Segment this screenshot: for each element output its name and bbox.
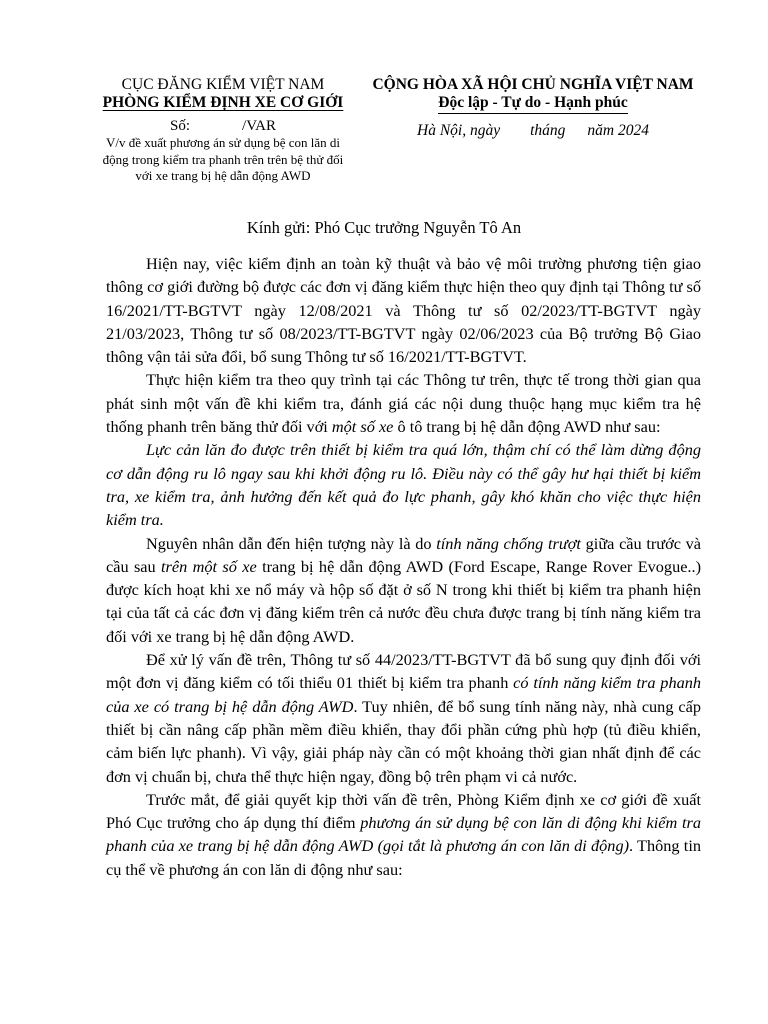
- paragraph-issue-text: Thực hiện kiểm tra theo quy trình tại các Thông tư trên, thực tế trong thời gian qua phát sinh một vấn đề khi kiểm tra, đánh giá các nội dung thuộc hạng mục kiểm tra hệ thống phanh trên băng thử đối với: [106, 370, 701, 437]
- agency-name: CỤC ĐĂNG KIỂM VIỆT NAM: [121, 76, 325, 93]
- issuer-block: [92, 76, 354, 185]
- paragraph-regulation: [106, 648, 701, 788]
- date-year: năm 2024: [587, 122, 649, 139]
- paragraph-issue-text-end: ô tô trang bị hệ dẫn động AWD như sau:: [393, 417, 661, 437]
- paragraph-proposal-text-end: . Thông tin cụ thể về phương án con lăn di động như sau:: [106, 836, 701, 879]
- paragraph-issue-emphasis: một số xe: [331, 417, 394, 437]
- department-name: [92, 94, 354, 112]
- paragraph-regulation-text: Để xử lý vấn đề trên, Thông tư số 44/2023/TT-BGTVT đã bổ sung quy định đối với một đơn vị đăng kiểm có tối thiểu 01 thiết bị kiểm tra phanh: [106, 650, 701, 693]
- national-motto: Độc lập - Tự do - Hạnh phúc: [438, 94, 627, 114]
- paragraph-cause: [106, 532, 701, 648]
- paragraph-symptom-text: Lực cản lăn đo được trên thiết bị kiểm tra quá lớn, thậm chí có thể làm dừng động cơ dẫn động ru lô ngay sau khi khởi động ru lô. Điều này có thể gây hư hại thiết bị kiểm tra, xe kiểm tra, ảnh hưởng đến kết quả đo lực phanh, gây khó khăn cho việc thực hiện kiểm tra.: [106, 440, 701, 530]
- paragraph-proposal-emphasis: phương án sử dụng bệ con lăn di động khi kiểm tra phanh của xe trang bị hệ dẫn động AWD (gọi tắt là phương án con lăn di động): [106, 813, 702, 856]
- paragraph-cause-text-2: giữa cầu trước và cầu sau: [106, 533, 702, 576]
- paragraph-cause-emphasis-1: tính năng chống trượt: [436, 533, 581, 553]
- document-subject: V/v đề xuất phương án sử dụng bệ con lăn di động trong kiểm tra phanh trên trên bệ thử đối với xe trang bị hệ dẫn động AWD: [102, 135, 344, 183]
- nation-title: CỘNG HÒA XÃ HỘI CHỦ NGHĨA VIỆT NAM: [372, 76, 694, 93]
- document-number: [92, 117, 354, 135]
- paragraph-proposal-text: Trước mắt, để giải quyết kịp thời vấn đề trên, Phòng Kiểm định xe cơ giới đề xuất Phó Cục trưởng cho áp dụng thí điểm: [106, 789, 701, 833]
- issue-date: [358, 122, 708, 140]
- date-month: tháng: [530, 122, 566, 139]
- document-number-label: Số:: [170, 118, 191, 134]
- paragraph-cause-emphasis-2: trên một số xe: [161, 556, 257, 576]
- paragraph-cause-text-3: trang bị hệ dẫn động AWD (Ford Escape, Range Rover Evogue..) được kích hoạt khi xe nổ máy và hộp số đặt ở số N trong khi thiết bị kiểm tra phanh hiện tại của tất cả các đơn vị đăng kiểm trên cả nước đều chưa được trang bị tính năng kiểm tra đối với xe trang bị hệ dẫn động AWD.: [106, 556, 701, 646]
- paragraph-proposal: [106, 788, 701, 881]
- department-name-text: PHÒNG KIỂM ĐỊNH XE CƠ GIỚI: [102, 94, 344, 111]
- date-city: Hà Nội, ngày: [417, 122, 501, 139]
- paragraph-cause-text: Nguyên nhân dẫn đến hiện tượng này là do: [146, 533, 437, 553]
- paragraph-regulation-text-end: . Tuy nhiên, để bổ sung tính năng này, nhà cung cấp thiết bị cần nâng cấp phần mềm điều khiển, thay đổi phần cứng phù hợp (tủ điều khiển, cảm biến lực phanh). Vì vậy, giải pháp này cần có một khoảng thời gian nhất định để các đơn vị chuẩn bị, chưa thể thực hiện ngay, đồng bộ trên phạm vi cả nước.: [106, 696, 701, 786]
- recipient-line: Kính gửi: Phó Cục trưởng Nguyễn Tô An: [246, 218, 522, 237]
- paragraph-regulation-emphasis: có tính năng kiểm tra phanh của xe có trang bị hệ dẫn động AWD: [106, 673, 702, 716]
- document-body: [106, 252, 701, 881]
- national-heading: [358, 76, 708, 140]
- paragraph-issue: [106, 368, 701, 438]
- paragraph-intro: Hiện nay, việc kiểm định an toàn kỹ thuật và bảo vệ môi trường phương tiện giao thông cơ giới đường bộ được các đơn vị đăng kiểm thực hiện theo quy định tại Thông tư số 16/2021/TT-BGTVT ngày 12/08/2021 và Thông tư số 02/2023/TT-BGTVT ngày 21/03/2023, Thông tư số 08/2023/TT-BGTVT ngày 02/06/2023 của Bộ trưởng Bộ Giao thông vận tải sửa đổi, bổ sung Thông tư số 16/2021/TT-BGTVT.: [106, 254, 701, 367]
- paragraph-symptom: [106, 438, 701, 531]
- document-number-suffix: /VAR: [242, 118, 276, 134]
